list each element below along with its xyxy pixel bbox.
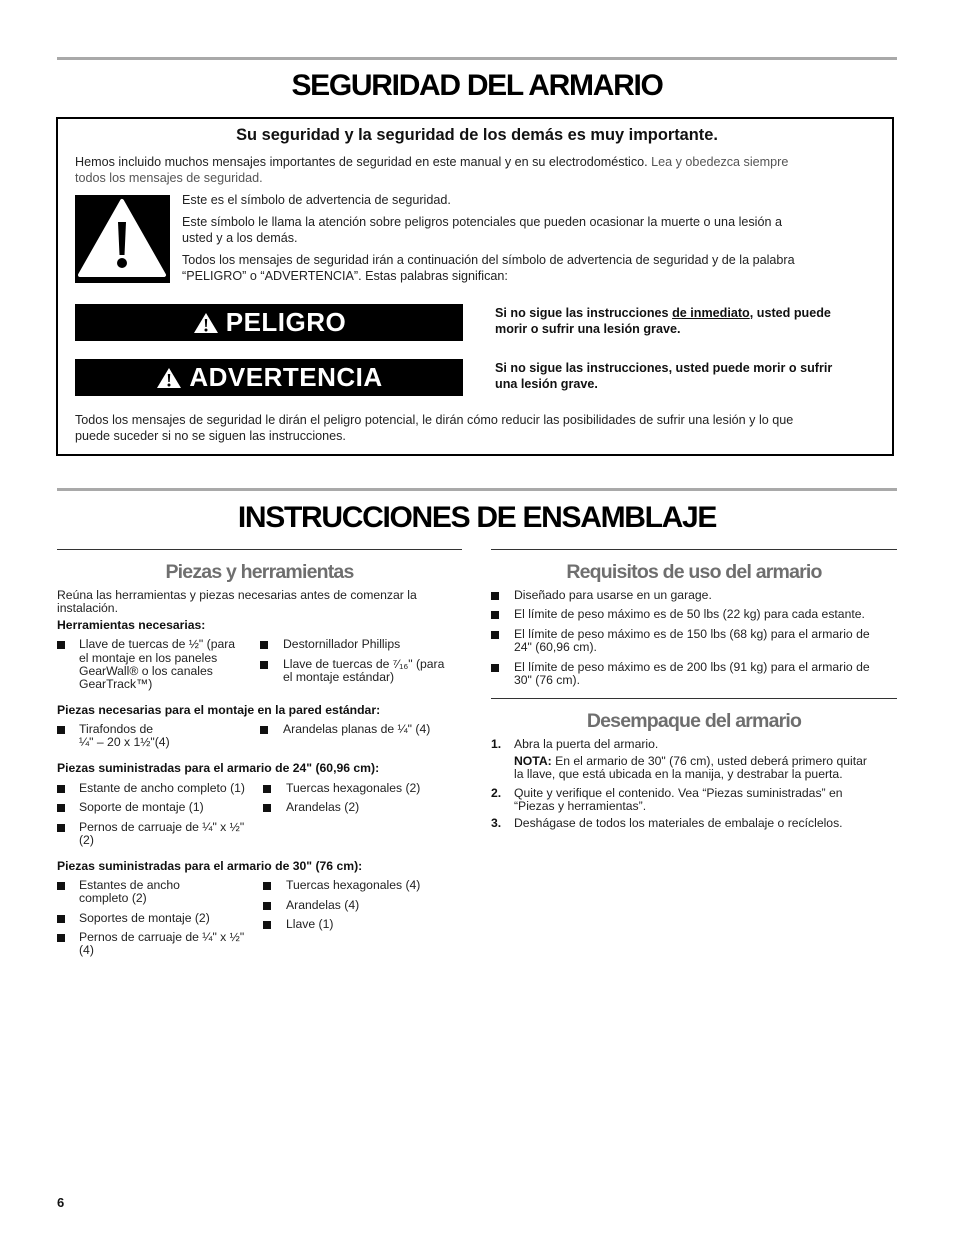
requirement-1: Diseñado para usarse en un garage. xyxy=(514,588,712,602)
wall-parts-heading: Piezas necesarias para el montaje en la pared estándar: xyxy=(57,703,381,717)
bullet xyxy=(57,882,65,890)
symbol-line-2b: usted y a los demás. xyxy=(182,231,298,245)
wall-item-1a: Tirafondos de xyxy=(79,722,154,736)
parts-30-item-5: Arandelas (4) xyxy=(286,898,360,912)
requirement-3a: El límite de peso máximo es de 150 lbs (68 kg) para el armario de xyxy=(514,627,870,641)
peligro-description xyxy=(495,306,885,321)
tool-item-3b: el montaje estándar) xyxy=(283,670,395,684)
assembly-title: INSTRUCCIONES DE ENSAMBLAJE xyxy=(237,501,717,534)
requirement-3b: 24" (60,96 cm). xyxy=(514,640,597,654)
tool-item-2: Destornillador Phillips xyxy=(283,637,401,651)
top-rule xyxy=(57,57,897,60)
parts-title: Piezas y herramientas xyxy=(165,561,354,583)
advertencia-description-2: una lesión grave. xyxy=(495,377,598,391)
warning-triangle-icon xyxy=(192,311,220,335)
intro-text-gray-2: todos los mensajes de seguridad. xyxy=(75,171,263,185)
parts-24-item-3a: Pernos de carruaje de ¼" x ½" xyxy=(79,820,245,834)
step-1-note-2: la llave, que está ubicada en la manija, y destrabar la puerta. xyxy=(514,767,843,781)
bullet xyxy=(57,934,65,942)
parts-24-item-5: Arandelas (2) xyxy=(286,800,360,814)
symbol-line-1: Este es el símbolo de advertencia de seguridad. xyxy=(182,193,451,207)
peligro-description-2: morir o sufrir una lesión grave. xyxy=(495,322,681,336)
bullet xyxy=(57,915,65,923)
peligro-desc-text-2: , usted puede xyxy=(749,306,831,320)
warning-triangle-icon xyxy=(155,366,183,390)
tool-item-1d: GearTrack™) xyxy=(79,677,153,691)
section-rule xyxy=(57,488,897,491)
advertencia-banner xyxy=(75,359,463,396)
step-2a: Quite y verifique el contenido. Vea “Piezas suministradas” en xyxy=(514,786,843,800)
safety-title: SEGURIDAD DEL ARMARIO xyxy=(291,69,663,102)
symbol-line-3a: Todos los mensajes de seguridad irán a continuación del símbolo de advertencia de seguridad y de la palabra xyxy=(182,253,795,267)
parts-30-item-6: Llave (1) xyxy=(286,917,334,931)
bullet xyxy=(57,785,65,793)
wall-item-2: Arandelas planas de ¼" (4) xyxy=(283,722,431,736)
note-text: En el armario de 30" (76 cm), usted deberá primero quitar xyxy=(551,754,867,768)
page-number: 6 xyxy=(57,1195,65,1210)
bullet xyxy=(263,882,271,890)
step-number-1: 1. xyxy=(491,737,502,751)
symbol-line-3b: “PELIGRO” o “ADVERTENCIA”. Estas palabras significan: xyxy=(182,269,508,283)
advertencia-description: Si no sigue las instrucciones, usted puede morir o sufrir xyxy=(495,361,833,375)
safety-alert-symbol xyxy=(75,195,170,283)
requirements-title: Requisitos de uso del armario xyxy=(566,561,822,583)
advertencia-label: ADVERTENCIA xyxy=(189,361,383,392)
tool-item-1c: GearWall® o los canales xyxy=(79,664,213,678)
left-column-rule xyxy=(57,549,462,550)
bullet xyxy=(260,641,268,649)
bullet xyxy=(57,804,65,812)
safety-intro xyxy=(75,155,788,170)
bullet xyxy=(491,664,499,672)
safety-heading: Su seguridad y la seguridad de los demás es muy importante. xyxy=(236,126,718,144)
intro-text-gray: Lea y obedezca siempre xyxy=(651,155,789,169)
peligro-label: PELIGRO xyxy=(225,306,347,337)
parts-30-item-1b: completo (2) xyxy=(79,891,147,905)
parts-intro-1: Reúna las herramientas y piezas necesarias antes de comenzar la xyxy=(57,588,417,602)
tools-heading: Herramientas necesarias: xyxy=(57,618,206,632)
requirement-4b: 30" (76 cm). xyxy=(514,673,580,687)
bullet xyxy=(263,785,271,793)
safety-footer-1: Todos los mensajes de seguridad le dirán el peligro potencial, le dirán cómo reducir las posibilidades de sufrir una lesión y lo que xyxy=(75,413,794,427)
parts-30-item-3b: (4) xyxy=(79,943,94,957)
bullet xyxy=(260,661,268,669)
unpack-title: Desempaque del armario xyxy=(586,710,802,732)
intro-text: Hemos incluido muchos mensajes importantes de seguridad en este manual y en su electrodoméstico. xyxy=(75,155,648,169)
step-2b: “Piezas y herramientas”. xyxy=(514,799,647,813)
safety-footer-2: puede suceder si no se siguen las instrucciones. xyxy=(75,429,346,443)
requirement-4a: El límite de peso máximo es de 200 lbs (91 kg) para el armario de xyxy=(514,660,870,674)
parts-24-item-1: Estante de ancho completo (1) xyxy=(79,781,245,795)
bullet xyxy=(263,921,271,929)
step-3: Deshágase de todos los materiales de embalaje o recíclelos. xyxy=(514,816,843,830)
parts-30-item-3a: Pernos de carruaje de ¼" x ½" xyxy=(79,930,245,944)
bullet xyxy=(491,631,499,639)
tool-item-1a: Llave de tuercas de ½" (para xyxy=(79,637,236,651)
parts-30-item-1a: Estantes de ancho xyxy=(79,878,180,892)
peligro-desc-text: Si no sigue las instrucciones xyxy=(495,306,673,320)
parts-24-item-4: Tuercas hexagonales (2) xyxy=(286,781,421,795)
peligro-desc-underline: de inmediato xyxy=(672,306,750,320)
tool-item-3a: Llave de tuercas de ⁷⁄₁₆" (para xyxy=(283,657,445,671)
parts-24-heading: Piezas suministradas para el armario de 24" (60,96 cm): xyxy=(57,761,380,775)
warning-triangle-icon xyxy=(75,195,170,283)
peligro-banner xyxy=(75,304,463,341)
step-1: Abra la puerta del armario. xyxy=(514,737,659,751)
parts-24-item-2: Soporte de montaje (1) xyxy=(79,800,204,814)
bullet xyxy=(491,592,499,600)
bullet xyxy=(57,824,65,832)
symbol-line-2a: Este símbolo le llama la atención sobre peligros potenciales que pueden ocasionar la muerte o una lesión a xyxy=(182,215,782,229)
right-column-rule xyxy=(491,549,897,550)
parts-30-item-4: Tuercas hexagonales (4) xyxy=(286,878,421,892)
parts-intro-2: instalación. xyxy=(57,601,118,615)
step-number-2: 2. xyxy=(491,786,502,800)
parts-30-heading: Piezas suministradas para el armario de 30" (76 cm): xyxy=(57,859,363,873)
step-number-3: 3. xyxy=(491,816,502,830)
bullet xyxy=(263,902,271,910)
wall-item-1b: ¼" – 20 x 1½"(4) xyxy=(79,735,170,749)
tool-item-1b: el montaje en los paneles xyxy=(79,651,218,665)
bullet xyxy=(57,726,65,734)
parts-24-item-3b: (2) xyxy=(79,833,94,847)
bullet xyxy=(263,804,271,812)
note-label: NOTA: xyxy=(514,754,552,768)
bullet xyxy=(57,641,65,649)
bullet xyxy=(260,726,268,734)
requirement-2: El límite de peso máximo es de 50 lbs (22 kg) para cada estante. xyxy=(514,607,865,621)
right-column-rule-2 xyxy=(491,698,897,699)
bullet xyxy=(491,611,499,619)
parts-30-item-2: Soportes de montaje (2) xyxy=(79,911,210,925)
